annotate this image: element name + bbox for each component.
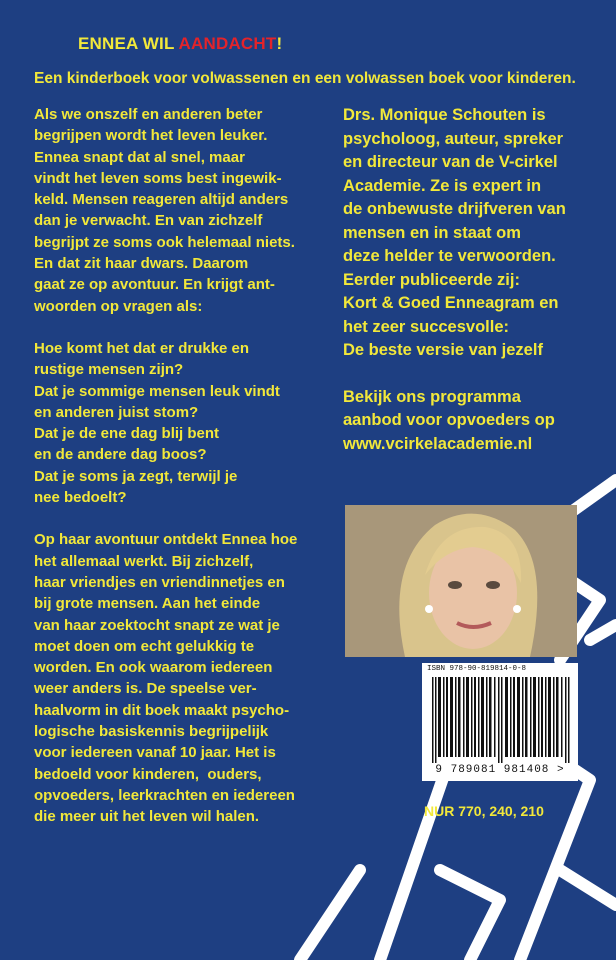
author-bio: Drs. Monique Schouten is psycholoog, auteur, spreker en directeur van de V-cirkel Academie. Ze is expert in de onbewuste drijfveren van mensen en in staat om deze helder te verwoorden. Eerder publiceerde zij: Kort & Goed Enneagram en het zeer succesvolle: De beste versie van jezelf	[343, 106, 566, 359]
program-info: Bekijk ons programma aanbod voor opvoeders op www.vcirkelacademie.nl	[343, 387, 555, 453]
adventure-paragraph: Op haar avontuur ontdekt Ennea hoe het allemaal werkt. Bij zichzelf, haar vriendjes en vriendinnetjes en bij grote mensen. Aan het einde van haar zoektocht snapt ze wat je moet doen om echt gelukkig te worden. En ook waarom iedereen weer anders is. De speelse ver- haalvorm in dit boek maakt psycho- logische basiskennis begrijpelijk voor iedereen vanaf 10 jaar. Het is bedoeld voor kinderen, ouders, opvoeders, leerkrachten en iedereen die meer uit het leven wil halen.	[34, 531, 298, 826]
intro-paragraph: Als we onszelf en anderen beter begrijpen wordt het leven leuker. Ennea snapt dat al snel, maar vindt het leven soms best ingewik- keld. Mensen reageren altijd anders dan je verwacht. En van zichzelf begrijpt ze soms ook helemaal niets. En dat zit haar dwars. Daarom gaat ze op avontuur. En krijgt ant- woorden op vragen als:	[34, 106, 295, 315]
right-column	[343, 104, 566, 456]
author-photo	[345, 505, 577, 657]
barcode-bars	[432, 677, 572, 763]
questions-paragraph: Hoe komt het dat er drukke en rustige mensen zijn? Dat je sommige mensen leuk vindt en anderen juist stom? Dat je de ene dag blij bent en de andere dag boos? Dat je soms ja zegt, terwijl je nee bedoelt?	[34, 339, 280, 507]
book-title: ENNEA WIL AANDACHT!	[78, 34, 283, 53]
isbn-digits: 9 789081 981408 >	[435, 764, 565, 776]
isbn-label: ISBN 978-90-819814-0-8	[427, 665, 527, 673]
nur-code: NUR 770, 240, 210	[424, 803, 544, 819]
left-column	[34, 104, 297, 828]
isbn-barcode	[422, 663, 578, 781]
tagline: Een kinderboek voor volwassenen en een volwassen boek voor kinderen.	[34, 70, 576, 87]
